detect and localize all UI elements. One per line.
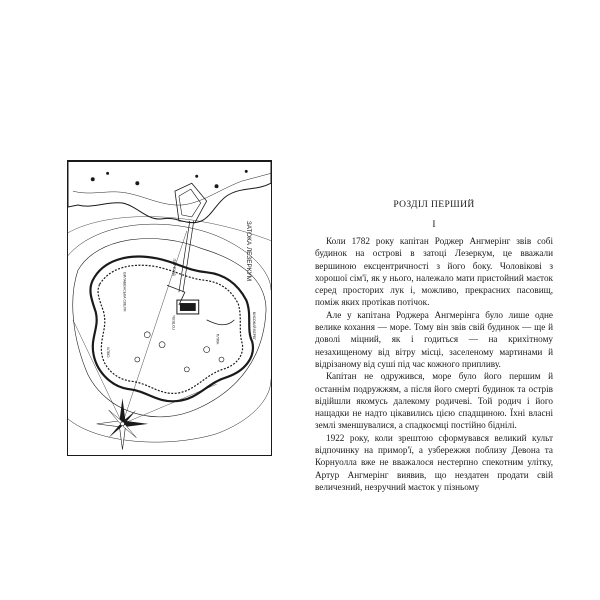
map-label-beach: ПЛЯЖ [215,333,220,345]
paragraph: 1922 року, коли зрештою сформувався великий культ відпочинку на примор'ї, а узбережжя поблизу Девона та Корнуолла вже не вважалося нестерпно спекотним улітку, Артур Ангмерінг виявив, що нездатен продати свій величезний, незручний маєток у пізньому [315,432,553,492]
island-map-drawing [68,161,271,455]
paragraph: Коли 1782 року капітан Роджер Ангмерінг звів собі будинок на острові в затоці Лезеркум, це вважали вершиною ексцентричності з його боку. Чоловікові з хорошої сім'ї, як у нього, належало мати пристойний маєток серед просторих лук і, можливо, прекрасних пасовищ, поміж яких протікав потічок. [315,236,553,308]
mainland-coast [68,161,271,222]
section-number: I [432,220,436,230]
map-label-bay: ЗАТОКА ЛЕЗЕРКУМ [245,220,253,282]
paragraph: Але у капітана Роджера Ангмерінга було лише одне велике кохання — море. Тому він звів свій будинок — ще й доволі міцний, як і годиться — на крихітному незахищеному від вітру місці, заселеному мартинами й відрізаному від суші під час кожного припливу. [315,309,553,369]
island-map [67,160,272,456]
map-label-shore: ВИСОКИЙ БЕРЕГ [252,311,257,341]
body-text [315,235,553,493]
map-label-point: СКЕЛІ [106,347,111,358]
map-label-hotel: ГОТЕЛЬ [171,315,176,330]
map-label-causeway: ПЕРЕХІД [171,258,177,276]
map-label-west-house: ВИЛАБЕНСЬКА СКЕЛЯ [122,272,127,312]
chapter-title: РОЗДІЛ ПЕРШИЙ [393,200,475,210]
paragraph: Капітан не одружився, море було його першим й останнім подружжям, а після його смерті будинок та острів відійшли якомусь далекому родичеві. Той родич і його нащадки не надто цікавились цією спадщиною. Їхні власні землі зменшувалися, а спадкоємці постійно біднілі. [315,371,553,431]
